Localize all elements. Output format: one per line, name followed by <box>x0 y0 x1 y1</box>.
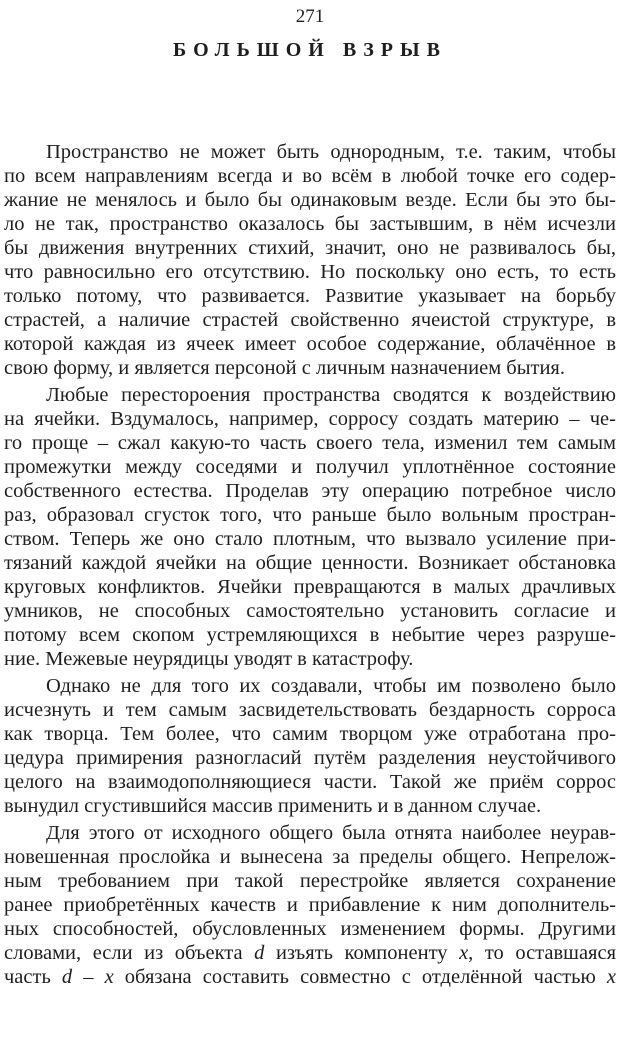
text-line: ным требованием при такой перестройке является сохранение <box>4 870 616 892</box>
text-line: потому всем скопом устремляющихся в небытие через разруше- <box>4 624 616 646</box>
math-variable-d: d <box>254 942 265 964</box>
text-line: умников, не способных самостоятельно установить согласие и <box>4 600 616 622</box>
paragraph-1 <box>4 140 616 380</box>
text-fragment: , то оставшаяся <box>468 942 617 964</box>
text-line: свою форму, и является персоной с личным назначением бытия. <box>4 357 565 379</box>
math-expression: d – x <box>61 966 114 988</box>
text-line: ных способностей, обусловленных изменением формы. Другими <box>4 918 616 940</box>
text-line: собственного естества. Проделав эту операцию потребное число <box>4 480 616 502</box>
text-line: ством. Теперь же оно стало плотным, что вызвало усиление при- <box>4 528 616 550</box>
text-line: цедура примирения разногласий путём разделения неустойчивого <box>4 747 616 769</box>
text-line: на ячейки. Вздумалось, например, сорросу создать материю – че- <box>4 408 616 430</box>
text-line: что равносильно его отсутствию. Но поскольку оно есть, то есть <box>4 261 616 283</box>
text-line: бы движения внутренних стихий, значит, оно не развивалось бы, <box>4 237 616 259</box>
text-line: круговых конфликтов. Ячейки превращаются в малых драчливых <box>4 576 616 598</box>
text-line: как творца. Тем более, что самим творцом уже отработана про- <box>4 723 616 745</box>
paragraph-4 <box>4 821 616 989</box>
body-text <box>4 140 616 989</box>
paragraph-2 <box>4 383 616 671</box>
text-fragment: изъять компоненту <box>264 942 460 964</box>
text-line: страстей, а наличие страстей свойственно ячеистой структуре, в <box>4 309 616 331</box>
math-variable-x: x <box>459 942 469 964</box>
text-line: ние. Межевые неурядицы уводят в катастрофу. <box>4 648 414 670</box>
text-fragment: часть <box>4 966 62 988</box>
page-number: 271 <box>295 6 325 27</box>
text-line: ло не так, пространство оказалось бы застывшим, в нём исчезли <box>4 213 616 235</box>
text-line: по всем направлениям всегда и во всём в любой точке его содер- <box>4 165 616 187</box>
text-line: жание не менялось и было бы одинаковым везде. Если бы это бы- <box>4 189 616 211</box>
text-line: новешенная прослойка и вынесена за пределы общего. Непрелож- <box>4 846 616 868</box>
text-line-with-math <box>4 941 616 965</box>
text-line: ранее приобретённых качеств и прибавление к ним дополнитель- <box>4 894 616 916</box>
text-line: промежутки между соседями и получил уплотнённое состояние <box>4 456 616 478</box>
chapter-title: БОЛЬШОЙ ВЗРЫВ <box>173 39 447 61</box>
math-variable-x: x <box>606 966 616 988</box>
text-line: исчезнуть и тем самым засвидетельствовать бездарность сорроса <box>4 699 616 721</box>
text-line: раз, образовал сгусток того, что раньше было вольным простран- <box>4 504 616 526</box>
text-line: Пространство не может быть однородным, т.е. таким, чтобы <box>46 141 616 163</box>
text-line-with-math <box>4 965 616 989</box>
text-line: только потому, что развивается. Развитие указывает на борьбу <box>4 285 616 307</box>
text-line: го проще – сжал какую-то часть своего тела, изменил тем самым <box>4 432 616 454</box>
text-line: Любые перестороения пространства сводятся к воздействию <box>46 384 616 406</box>
text-line: тязаний каждой ячейки на общие ценности. Возникает обстановка <box>4 552 616 574</box>
text-fragment: обязана составить совместно с отделённой частью <box>113 966 607 988</box>
text-line: Для этого от исходного общего была отнята наиболее неурав- <box>46 822 616 844</box>
paragraph-3 <box>4 674 616 818</box>
text-line: Однако не для того их создавали, чтобы им позволено было <box>46 675 616 697</box>
text-line: вынудил сгустившийся массив применить и в данном случае. <box>4 795 542 817</box>
text-fragment: словами, если из объекта <box>4 942 255 964</box>
text-line: целого на взаимодополняющиеся части. Такой же приём соррос <box>4 771 616 793</box>
text-line: которой каждая из ячеек имеет особое содержание, облачённое в <box>4 333 616 355</box>
